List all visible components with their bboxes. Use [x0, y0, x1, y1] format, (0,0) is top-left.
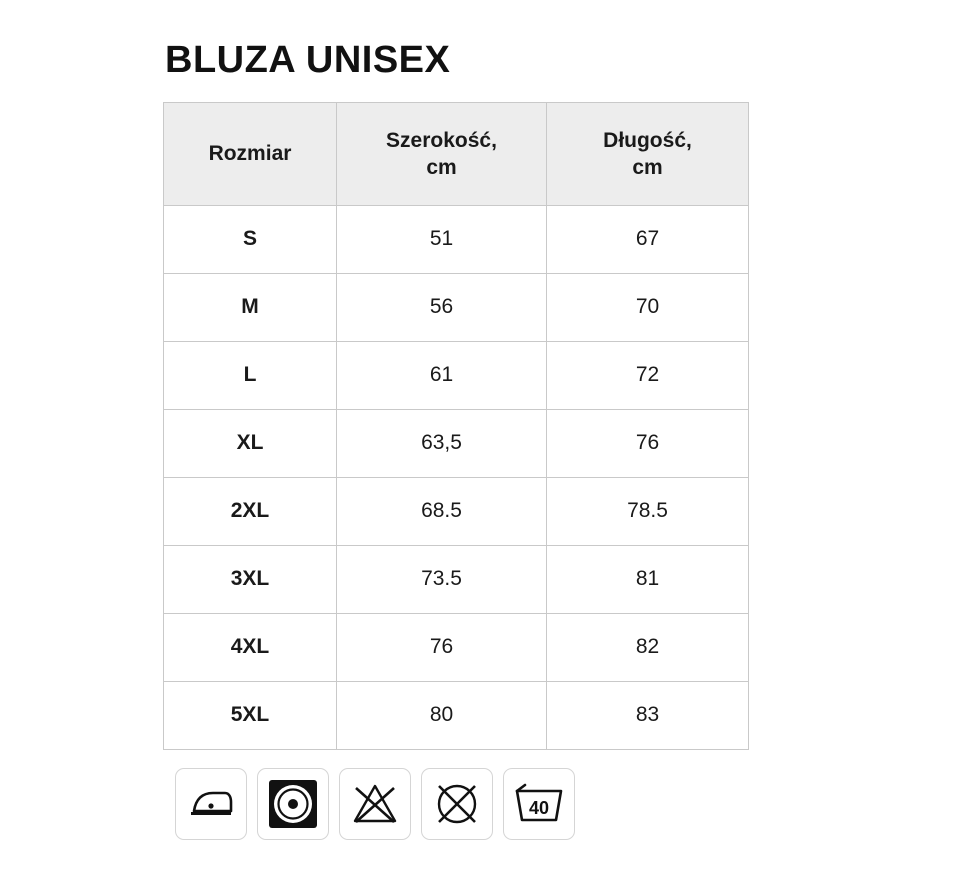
- column-header-width-line1: Szerokość,: [386, 128, 497, 152]
- svg-text:40: 40: [528, 797, 550, 818]
- cell-width: 61: [337, 341, 547, 409]
- cell-length: 81: [547, 545, 749, 613]
- cell-width: 73.5: [337, 545, 547, 613]
- table-row: [164, 409, 749, 477]
- cell-size: 3XL: [164, 545, 337, 613]
- cell-width: 80: [337, 681, 547, 749]
- column-header-width: [337, 102, 547, 205]
- iron-low-heat-icon: [175, 768, 247, 840]
- cell-size: L: [164, 341, 337, 409]
- cell-width: 51: [337, 205, 547, 273]
- cell-length: 67: [547, 205, 749, 273]
- column-header-width-line2: cm: [426, 155, 457, 179]
- table-row: [164, 545, 749, 613]
- cell-length: 70: [547, 273, 749, 341]
- table-row: [164, 273, 749, 341]
- do-not-dry-clean-icon: [421, 768, 493, 840]
- table-header: [164, 102, 749, 205]
- care-symbols-row: [175, 768, 803, 840]
- column-header-size: [164, 102, 337, 205]
- table-row: [164, 681, 749, 749]
- cell-size: XL: [164, 409, 337, 477]
- cell-length: 83: [547, 681, 749, 749]
- cell-size: M: [164, 273, 337, 341]
- cell-size: 2XL: [164, 477, 337, 545]
- cell-width: 68.5: [337, 477, 547, 545]
- tumble-dry-icon: [257, 768, 329, 840]
- size-table: [163, 102, 749, 750]
- table-row: [164, 341, 749, 409]
- column-header-length-line2: cm: [632, 155, 663, 179]
- do-not-bleach-icon: [339, 768, 411, 840]
- table-body: [164, 205, 749, 749]
- cell-size: 4XL: [164, 613, 337, 681]
- cell-length: 76: [547, 409, 749, 477]
- column-header-length-line1: Długość,: [603, 128, 692, 152]
- column-header-size-line1: Rozmiar: [208, 142, 292, 166]
- table-header-row: [164, 102, 749, 205]
- cell-size: 5XL: [164, 681, 337, 749]
- cell-length: 72: [547, 341, 749, 409]
- table-row: [164, 477, 749, 545]
- cell-length: 82: [547, 613, 749, 681]
- wash-40-icon: [503, 768, 575, 840]
- cell-width: 63,5: [337, 409, 547, 477]
- cell-size: S: [164, 205, 337, 273]
- table-row: [164, 613, 749, 681]
- table-row: [164, 205, 749, 273]
- cell-length: 78.5: [547, 477, 749, 545]
- column-header-length: [547, 102, 749, 205]
- cell-width: 56: [337, 273, 547, 341]
- size-chart-document: [163, 40, 803, 840]
- page-title: BLUZA UNISEX: [165, 39, 451, 81]
- cell-width: 76: [337, 613, 547, 681]
